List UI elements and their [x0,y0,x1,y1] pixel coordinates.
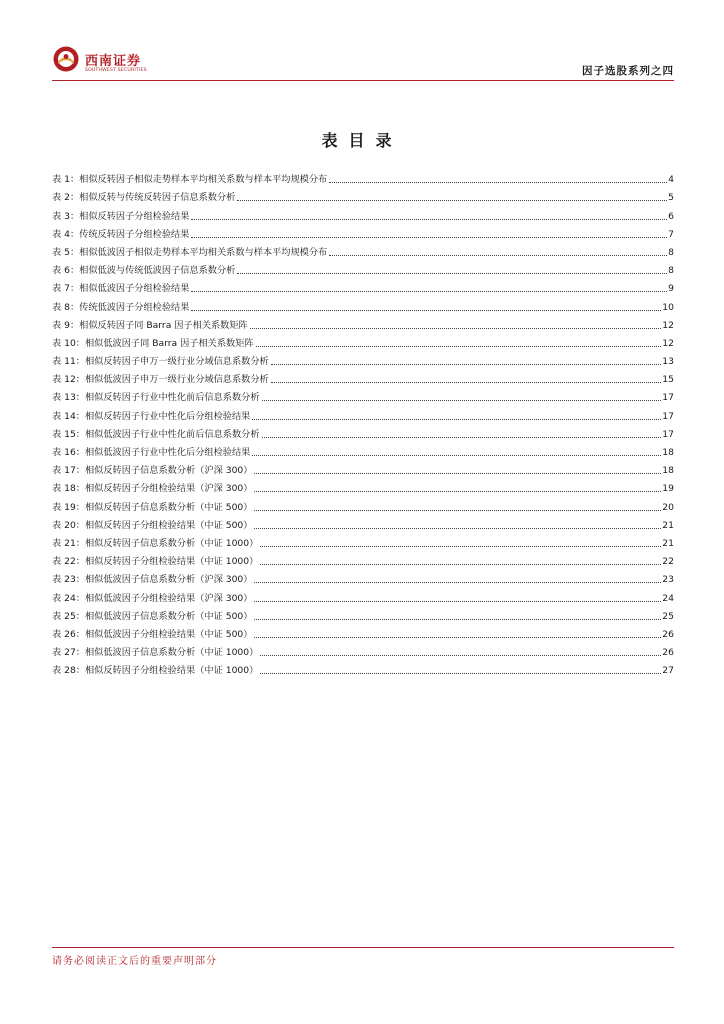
toc-entry-page-number: 18 [662,465,674,477]
toc-leader-dots [254,637,661,638]
toc-entry[interactable] [52,659,674,677]
toc-entry-page-number: 20 [662,501,674,513]
toc-entry-page-number: 12 [662,337,674,349]
toc-leader-dots [262,400,662,401]
toc-entry-page-number: 26 [662,647,674,659]
toc-entry[interactable] [52,459,674,477]
toc-entry-page-number: 8 [668,265,674,277]
page-header [52,40,674,80]
toc-leader-dots [191,219,667,220]
toc-entry[interactable] [52,332,674,350]
toc-leader-dots [262,437,662,438]
toc-entry-label: 表 11：相似反转因子申万一级行业分域信息系数分析 [52,356,269,368]
toc-leader-dots [254,473,661,474]
toc-entry-page-number: 9 [668,283,674,295]
toc-entry-page-number: 21 [662,519,674,531]
header-divider [52,80,674,81]
toc-entry-page-number: 17 [662,392,674,404]
toc-entry-label: 表 15：相似低波因子行业中性化前后信息系数分析 [52,428,260,440]
toc-entry-label: 表 9：相似反转因子同 Barra 因子相关系数矩阵 [52,319,248,331]
toc-leader-dots [254,528,661,529]
toc-leader-dots [252,419,661,420]
toc-entry[interactable] [52,223,674,241]
toc-entry-label: 表 5：相似低波因子相似走势样本平均相关系数与样本平均规模分布 [52,246,328,258]
toc-entry[interactable] [52,241,674,259]
toc-entry-page-number: 19 [662,483,674,495]
toc-entry-label: 表 26：相似低波因子分组检验结果（中证 500） [52,628,253,640]
toc-entry-page-number: 8 [668,246,674,258]
toc-entry-page-number: 27 [662,665,674,677]
toc-leader-dots [252,455,661,456]
southwest-securities-logo [52,43,172,77]
toc-leader-dots [260,673,661,674]
toc-entry[interactable] [52,550,674,568]
toc-entry[interactable] [52,350,674,368]
toc-leader-dots [260,655,661,656]
toc-leader-dots [191,291,667,292]
toc-entry-page-number: 12 [662,319,674,331]
toc-leader-dots [250,328,662,329]
toc-entry[interactable] [52,277,674,295]
toc-entry-label: 表 21：相似反转因子信息系数分析（中证 1000） [52,537,259,549]
toc-entry-page-number: 6 [668,210,674,222]
report-series-title: 因子选股系列之四 [582,65,674,77]
toc-leader-dots [237,200,667,201]
toc-entry-label: 表 28：相似反转因子分组检验结果（中证 1000） [52,665,259,677]
toc-entry[interactable] [52,259,674,277]
toc-entry[interactable] [52,641,674,659]
toc-entry-label: 表 14：相似反转因子行业中性化后分组检验结果 [52,410,251,422]
toc-entry-page-number: 18 [662,447,674,458]
toc-entry-label: 表 16：相似低波因子行业中性化后分组检验结果 [52,447,251,458]
toc-entry-label: 表 19：相似反转因子信息系数分析（中证 500） [52,501,253,513]
toc-entry[interactable] [52,423,674,441]
toc-entry-label: 表 18：相似反转因子分组检验结果（沪深 300） [52,483,253,495]
toc-entry[interactable] [52,477,674,495]
toc-leader-dots [271,382,662,383]
toc-entry[interactable] [52,295,674,313]
toc-entry-page-number: 23 [662,574,674,586]
toc-entry[interactable] [52,204,674,222]
toc-entry[interactable] [52,168,674,186]
toc-entry-label: 表 17：相似反转因子信息系数分析（沪深 300） [52,465,253,477]
logo-chinese-name: 西南证券 [85,54,142,69]
toc-entry-page-number: 17 [662,428,674,440]
toc-entry-label: 表 20：相似反转因子分组检验结果（中证 500） [52,519,253,531]
toc-leader-dots [329,255,667,256]
toc-entry-label: 表 2：相似反转与传统反转因子信息系数分析 [52,192,236,204]
toc-entry-page-number: 24 [662,592,674,604]
toc-entry-label: 表 13：相似反转因子行业中性化前后信息系数分析 [52,392,260,404]
toc-entry[interactable] [52,495,674,513]
toc-leader-dots [260,564,661,565]
toc-entry[interactable] [52,605,674,623]
toc-entry-page-number: 26 [662,628,674,640]
toc-leader-dots [329,182,667,183]
toc-entry-label: 表 25：相似低波因子信息系数分析（中证 500） [52,610,253,622]
toc-entry[interactable] [52,404,674,422]
toc-entry-label: 表 23：相似低波因子信息系数分析（沪深 300） [52,574,253,586]
toc-entry[interactable] [52,314,674,332]
toc-entry-label: 表 1：相似反转因子相似走势样本平均相关系数与样本平均规模分布 [52,174,328,186]
toc-entry-label: 表 12：相似低波因子申万一级行业分域信息系数分析 [52,374,269,386]
table-of-contents-list [52,168,674,677]
toc-entry-page-number: 7 [668,228,674,240]
toc-entry[interactable] [52,586,674,604]
toc-leader-dots [260,546,661,547]
toc-leader-dots [237,273,667,274]
toc-leader-dots [254,510,661,511]
toc-entry-page-number: 17 [662,410,674,422]
toc-leader-dots [191,237,667,238]
toc-entry-page-number: 5 [668,192,674,204]
toc-leader-dots [256,346,662,347]
toc-entry-label: 表 8：传统低波因子分组检验结果 [52,301,190,313]
toc-entry-label: 表 6：相似低波与传统低波因子信息系数分析 [52,265,236,277]
toc-entry-label: 表 4：传统反转因子分组检验结果 [52,228,190,240]
toc-leader-dots [271,364,662,365]
footer-divider [52,947,674,948]
toc-entry-label: 表 7：相似低波因子分组检验结果 [52,283,190,295]
toc-leader-dots [254,601,661,602]
toc-leader-dots [254,582,661,583]
table-of-contents-title: 表目录 [321,131,403,150]
toc-entry-page-number: 25 [662,610,674,622]
toc-entry-page-number: 13 [662,356,674,368]
toc-entry-page-number: 21 [662,537,674,549]
toc-entry-page-number: 22 [662,556,674,568]
toc-leader-dots [254,619,661,620]
toc-entry[interactable] [52,186,674,204]
toc-entry-label: 表 24：相似低波因子分组检验结果（沪深 300） [52,592,253,604]
toc-entry[interactable] [52,368,674,386]
toc-entry-page-number: 15 [662,374,674,386]
toc-entry[interactable] [52,514,674,532]
toc-entry-label: 表 27：相似低波因子信息系数分析（中证 1000） [52,647,259,659]
toc-entry-label: 表 3：相似反转因子分组检验结果 [52,210,190,222]
toc-entry-label: 表 10：相似低波因子同 Barra 因子相关系数矩阵 [52,337,254,349]
toc-entry[interactable] [52,441,674,459]
toc-leader-dots [254,491,661,492]
disclaimer-note: 请务必阅读正文后的重要声明部分 [52,956,217,967]
logo-english-name: SOUTHWEST SECURITIES [85,68,147,73]
logo-emblem-icon [53,46,79,72]
toc-entry-page-number: 4 [668,174,674,186]
toc-entry-label: 表 22：相似反转因子分组检验结果（中证 1000） [52,556,259,568]
toc-leader-dots [191,310,661,311]
toc-entry[interactable] [52,568,674,586]
toc-entry[interactable] [52,532,674,550]
toc-entry[interactable] [52,386,674,404]
toc-entry-page-number: 10 [662,301,674,313]
toc-entry[interactable] [52,623,674,641]
